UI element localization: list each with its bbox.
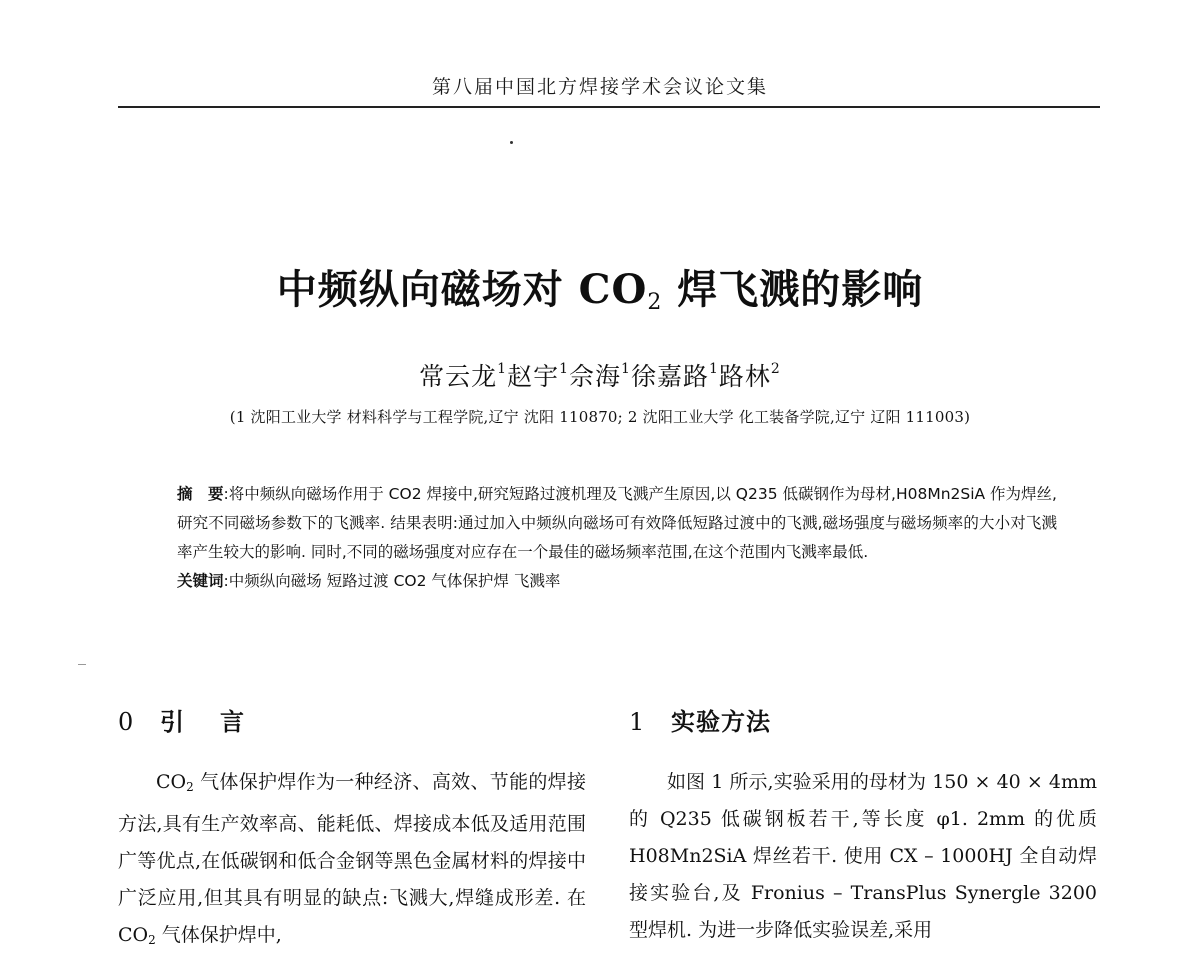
intro-tail: 气体保护焊中,: [155, 924, 282, 946]
header-rule: [118, 106, 1100, 108]
intro-tail-sub: 2: [148, 933, 156, 947]
section-title: 引言: [160, 708, 280, 736]
keywords-text: :中频纵向磁场 短路过渡 CO2 气体保护焊 飞溅率: [223, 572, 561, 590]
left-column: [118, 700, 586, 959]
author-affiliation-mark: 2: [770, 361, 781, 377]
margin-tick: [78, 664, 86, 665]
author-affiliation-mark: 1: [559, 361, 570, 377]
author-affiliation-mark: 1: [621, 361, 631, 377]
author-affiliation-mark: 1: [497, 361, 508, 377]
right-column: [629, 700, 1097, 949]
affiliations: (1 沈阳工业大学 材料科学与工程学院,辽宁 沈阳 110870; 2 沈阳工业大学 化工装备学院,辽宁 辽阳 111003): [229, 408, 971, 426]
running-header: 第八届中国北方焊接学术会议论文集: [431, 76, 768, 98]
section-number: 0: [118, 708, 134, 736]
title-chem: CO: [578, 266, 648, 313]
abstract-block: [177, 480, 1057, 596]
intro-body: 气体保护焊作为一种经济、高效、节能的焊接方法,具有生产效率高、能耗低、焊接成本低及适用范围广等优点,在低碳钢和低合金钢等黑色金属材料的焊接中广泛应用,但其具有明显的缺点:飞溅大,焊缝成形差. 在 CO: [118, 771, 586, 946]
section-title: 实验方法: [671, 708, 771, 736]
keywords: [177, 567, 1057, 596]
title-chem-sub: 2: [647, 290, 663, 315]
author-name: 赵宇: [507, 362, 560, 391]
paper-title: [0, 258, 1200, 315]
intro-paragraph: [118, 764, 586, 959]
author-name: 徐嘉路: [630, 362, 709, 391]
author-name: 佘海: [569, 362, 622, 391]
author-name: 路林: [718, 362, 771, 391]
title-suffix: 焊飞溅的影响: [662, 267, 924, 313]
intro-lead: CO: [156, 771, 187, 793]
title-prefix: 中频纵向磁场对: [276, 267, 579, 313]
methods-paragraph: 如图 1 所示,实验采用的母材为 150 × 40 × 4mm 的 Q235 低碳钢板若干,等长度 φ1. 2mm 的优质 H08Mn2SiA 焊丝若干. 使用 CX – 1000HJ 全自动焊接实验台,及 Fronius – TransPlus Synergle 3200 型焊机. 为进一步降低实验误差,采用: [629, 771, 1097, 941]
section-heading-intro: [118, 700, 586, 744]
intro-lead-sub: 2: [186, 780, 194, 794]
stray-dot: [510, 141, 513, 144]
keywords-label: 关键词: [177, 572, 224, 590]
author-affiliation-mark: 1: [708, 361, 719, 377]
abstract-text: :将中频纵向磁场作用于 CO2 焊接中,研究短路过渡机理及飞溅产生原因,以 Q235 低碳钢作为母材,H08Mn2SiA 作为焊丝,研究不同磁场参数下的飞溅率. 结果表明:通过加入中频纵向磁场可有效降低短路过渡中的飞溅,磁场强度与磁场频率的大小对飞溅率产生较大的影响. 同时,不同的磁场强度对应存在一个最佳的磁场频率范围,在这个范围内飞溅率最低.: [177, 485, 1057, 561]
section-number: 1: [629, 708, 645, 736]
abstract: [177, 480, 1057, 567]
author-list: [0, 357, 1200, 393]
section-heading-methods: [629, 700, 1097, 744]
abstract-label: 摘 要: [177, 485, 224, 503]
author-name: 常云龙: [419, 362, 498, 391]
